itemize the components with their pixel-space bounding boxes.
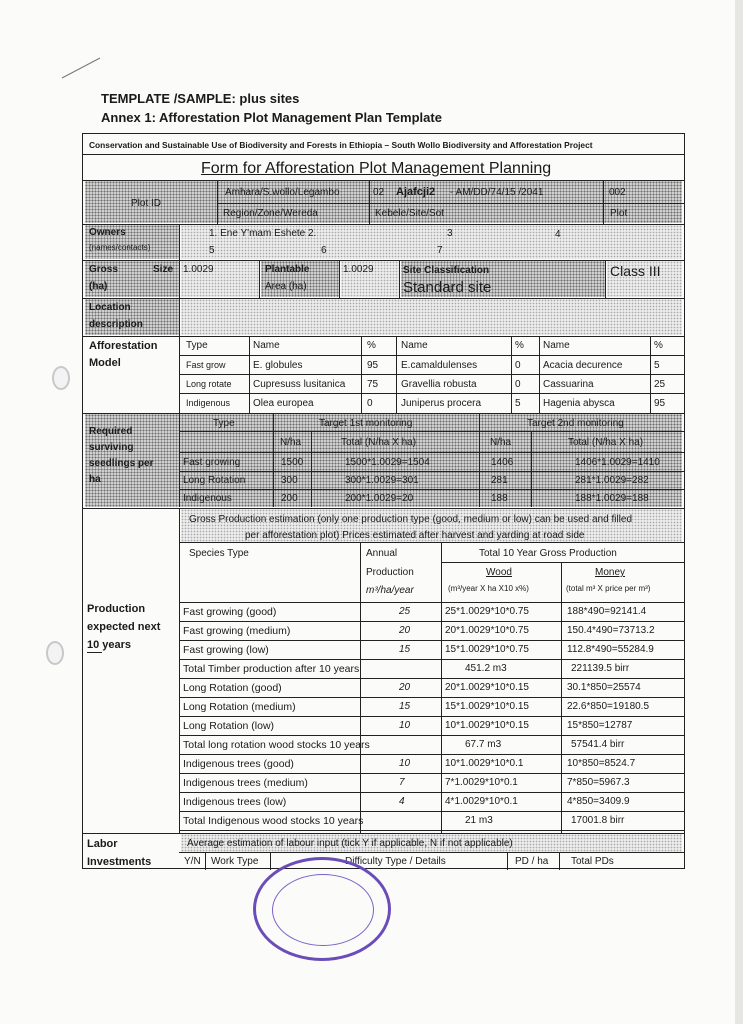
model-species-c-1: Acacia decurence	[543, 360, 623, 371]
production-species-6: Long Rotation (medium)	[183, 701, 296, 713]
production-annual-3: 15	[399, 644, 411, 655]
production-money-5: 30.1*850=25574	[567, 682, 641, 693]
production-money-8: 57541.4 birr	[571, 739, 625, 750]
owner-entry-5: 5	[209, 245, 215, 256]
seedlings-total-1-2: 300*1.0029=301	[345, 475, 419, 486]
seedlings-nha-2-2: 281	[491, 475, 508, 486]
production-wood-6: 15*1.0029*10*0.15	[445, 701, 529, 712]
owner-entry-7: 7	[437, 245, 443, 256]
production-money-9: 10*850=8524.7	[567, 758, 636, 769]
production-annual-10: 7	[399, 777, 405, 788]
seedlings-label-1: Required	[89, 426, 133, 437]
official-stamp	[253, 857, 391, 961]
seedlings-total-2-2: 281*1.0029=282	[575, 475, 649, 486]
production-wood-9: 10*1.0029*10*0.1	[445, 758, 524, 769]
punch-hole-top	[52, 366, 70, 390]
seedlings-nha-1-2: 300	[281, 475, 298, 486]
production-wood-11: 4*1.0029*10*0.1	[445, 796, 518, 807]
model-pct-b-2: 0	[515, 379, 521, 390]
production-wood-1: 25*1.0029*10*0.75	[445, 606, 529, 617]
plot-code: - AM/DD/74/15 /2041	[450, 187, 544, 198]
location-label: Location	[89, 302, 131, 313]
production-annual-6: 15	[399, 701, 411, 712]
production-head-wood: Wood	[486, 567, 512, 578]
seedlings-head-nha-2: N/ha	[490, 437, 512, 448]
location-description-label: description	[89, 319, 143, 330]
production-head-total: Total 10 Year Gross Production	[479, 548, 617, 559]
production-money-3: 112.8*490=55284.9	[567, 644, 654, 655]
production-species-10: Indigenous trees (medium)	[183, 777, 308, 789]
production-species-9: Indigenous trees (good)	[183, 758, 294, 770]
production-label-3: 10 years	[87, 639, 132, 651]
model-head-pct-1: %	[367, 340, 376, 351]
production-money-2: 150.4*490=73713.2	[567, 625, 655, 636]
model-head-name-2: Name	[401, 340, 428, 351]
gross-size-label: Size	[153, 264, 174, 275]
production-wood-7: 10*1.0029*10*0.15	[445, 720, 529, 731]
pen-mark	[60, 50, 105, 85]
seedlings-nha-1-1: 1500	[281, 457, 304, 468]
model-type-3: Indigenous	[186, 398, 231, 408]
production-species-5: Long Rotation (good)	[183, 682, 282, 694]
production-annual-5: 20	[399, 682, 411, 693]
plantable-area-value: 1.0029	[343, 264, 374, 275]
production-head-money-sub: (total m³ X price per m³)	[566, 584, 651, 593]
model-head-type: Type	[186, 340, 208, 351]
template-heading: TEMPLATE /SAMPLE: plus sites	[101, 91, 300, 106]
plantable-area-label: Area (ha)	[265, 281, 307, 292]
production-species-8: Total long rotation wood stocks 10 years	[183, 739, 370, 751]
seedlings-head-type: Type	[213, 418, 235, 429]
model-species-a-3: Olea europea	[253, 398, 314, 409]
page-edge	[735, 0, 743, 1024]
site-classification-label: Site Classification	[403, 265, 490, 276]
production-money-6: 22.6*850=19180.5	[567, 701, 650, 712]
production-head-money: Money	[595, 567, 626, 578]
model-species-b-1: E.camaldulenses	[401, 360, 478, 371]
owner-entry-4: 4	[555, 229, 561, 240]
labor-note: Average estimation of labour input (tick Y if applicable, N if not applicable)	[187, 838, 513, 849]
location-value-shading	[181, 299, 682, 335]
production-species-11: Indigenous trees (low)	[183, 796, 287, 808]
owners-label: Owners	[89, 227, 126, 238]
model-head-pct-3: %	[654, 340, 663, 351]
seedlings-total-1-1: 1500*1.0029=1504	[345, 457, 430, 468]
seedlings-head-target-1: Target 1st monitoring	[319, 418, 413, 429]
plot-id-label: Plot ID	[131, 198, 162, 209]
labor-col-yn: Y/N	[184, 856, 201, 867]
region-label: Region/Zone/Wereda	[223, 208, 318, 219]
labor-col-pd-ha: PD / ha	[515, 856, 549, 867]
seedlings-type-1: Fast growing	[183, 457, 241, 468]
production-wood-5: 20*1.0029*10*0.15	[445, 682, 529, 693]
seedlings-total-2-1: 1406*1.0029=1410	[575, 457, 660, 468]
seedlings-label-4: ha	[89, 474, 101, 485]
model-head-name-1: Name	[253, 340, 280, 351]
production-head-wood-sub: (m³/year X ha X10 x%)	[448, 584, 529, 593]
form-title: Form for Afforestation Plot Management Planning	[201, 160, 552, 177]
model-pct-b-1: 0	[515, 360, 521, 371]
seedlings-type-3: Indigenous	[183, 493, 232, 504]
production-wood-8: 67.7 m3	[465, 739, 502, 750]
plot-label: Plot	[610, 208, 628, 219]
site-class-value: Class III	[610, 263, 661, 279]
seedlings-label-2: surviving	[89, 442, 134, 453]
model-pct-a-2: 75	[367, 379, 379, 390]
model-label: Model	[89, 357, 121, 369]
production-money-1: 188*490=92141.4	[567, 606, 647, 617]
owner-entry-6: 6	[321, 245, 327, 256]
production-money-7: 15*850=12787	[567, 720, 633, 731]
model-type-1: Fast grow	[186, 360, 226, 370]
labor-col-total-pds: Total PDs	[571, 856, 614, 867]
model-species-a-2: Cupresuss lusitanica	[253, 379, 346, 390]
production-species-2: Fast growing (medium)	[183, 625, 291, 637]
model-pct-c-1: 5	[654, 360, 660, 371]
production-wood-2: 20*1.0029*10*0.75	[445, 625, 529, 636]
seedlings-type-2: Long Rotation	[183, 475, 246, 486]
seedlings-total-1-3: 200*1.0029=20	[345, 493, 414, 504]
seedlings-nha-2-1: 1406	[491, 457, 514, 468]
seedlings-nha-2-3: 188	[491, 493, 508, 504]
production-annual-7: 10	[399, 720, 411, 731]
production-wood-4: 451.2 m3	[465, 663, 507, 674]
model-species-c-3: Hagenia abysca	[543, 398, 615, 409]
site-classification-value: Standard site	[403, 279, 492, 296]
production-head-species: Species Type	[189, 548, 249, 559]
production-wood-12: 21 m3	[465, 815, 493, 826]
production-annual-1: 25	[399, 606, 411, 617]
production-head-annual-3: m³/ha/year	[366, 585, 414, 596]
punch-hole-bottom	[46, 641, 64, 665]
production-species-12: Total Indigenous wood stocks 10 years	[183, 815, 364, 827]
labor-label: Labor	[87, 838, 118, 850]
seedlings-label-3: seedlings per	[89, 458, 154, 469]
production-species-7: Long Rotation (low)	[183, 720, 275, 732]
afforestation-model-label: Afforestation	[89, 340, 158, 352]
production-money-4: 221139.5 birr	[571, 663, 630, 674]
seedlings-nha-1-3: 200	[281, 493, 298, 504]
production-wood-10: 7*1.0029*10*0.1	[445, 777, 518, 788]
owner-entry-1: 1. Ene Y'mam Eshete 2.	[209, 228, 317, 239]
production-annual-2: 20	[399, 625, 411, 636]
labor-col-difficulty: Difficulty Type / Details	[345, 856, 446, 867]
annex-heading: Annex 1: Afforestation Plot Management Plan Template	[101, 110, 442, 125]
production-annual-9: 10	[399, 758, 411, 769]
production-species-3: Fast growing (low)	[183, 644, 269, 656]
production-label-2: expected next	[87, 621, 161, 633]
seedlings-head-total-1: Total (N/ha X ha)	[341, 437, 417, 448]
ajafcji-code: Ajafcji2	[396, 186, 436, 198]
region-value: Amhara/S.wollo/Legambo	[225, 187, 340, 198]
production-annual-11: 4	[399, 796, 405, 807]
model-pct-b-3: 5	[515, 398, 521, 409]
seedlings-head-total-2: Total (N/ha X ha)	[568, 437, 644, 448]
production-head-annual-2: Production	[366, 567, 414, 578]
kebele-label: Kebele/Site/Sot	[375, 208, 444, 219]
production-note-2: per afforestation plot) Prices estimated after harvest and yarding at road side	[245, 530, 585, 541]
model-pct-a-3: 0	[367, 398, 373, 409]
owners-sublabel: (names/contacts)	[89, 243, 151, 252]
owner-entry-3: 3	[447, 228, 453, 239]
model-species-a-1: E. globules	[253, 360, 303, 371]
model-pct-c-2: 25	[654, 379, 666, 390]
production-label-1: Production	[87, 603, 146, 615]
region-code: 02	[373, 187, 385, 198]
model-head-pct-2: %	[515, 340, 524, 351]
form-sheet	[82, 133, 685, 869]
production-species-4: Total Timber production after 10 years	[183, 663, 360, 675]
model-head-name-3: Name	[543, 340, 570, 351]
gross-size-value: 1.0029	[183, 264, 214, 275]
plantable-label: Plantable	[265, 264, 310, 275]
production-money-11: 4*850=3409.9	[567, 796, 630, 807]
gross-label: Gross	[89, 264, 118, 275]
project-title: Conservation and Sustainable Use of Biodiversity and Forests in Ethiopia – South Wollo Biodiversity and Afforestation Project	[89, 140, 593, 150]
production-species-1: Fast growing (good)	[183, 606, 277, 618]
labor-col-work-type: Work Type	[211, 856, 259, 867]
plot-number: 002	[609, 187, 626, 198]
gross-unit-label: (ha)	[89, 281, 108, 292]
seedlings-total-2-3: 188*1.0029=188	[575, 493, 649, 504]
production-wood-3: 15*1.0029*10*0.75	[445, 644, 529, 655]
seedlings-head-nha-1: N/ha	[280, 437, 302, 448]
model-type-2: Long rotate	[186, 379, 232, 389]
model-pct-c-3: 95	[654, 398, 666, 409]
labor-investments-label: Investments	[87, 856, 152, 868]
production-money-12: 17001.8 birr	[571, 815, 625, 826]
model-species-c-2: Cassuarina	[543, 379, 594, 390]
production-money-10: 7*850=5967.3	[567, 777, 630, 788]
model-species-b-2: Gravellia robusta	[401, 379, 477, 390]
model-species-b-3: Juniperus procera	[401, 398, 482, 409]
production-note-1: Gross Production estimation (only one production type (good, medium or low) can be used and filled	[189, 514, 633, 525]
seedlings-head-target-2: Target 2nd monitoring	[527, 418, 624, 429]
production-head-annual-1: Annual	[366, 548, 398, 559]
model-pct-a-1: 95	[367, 360, 379, 371]
